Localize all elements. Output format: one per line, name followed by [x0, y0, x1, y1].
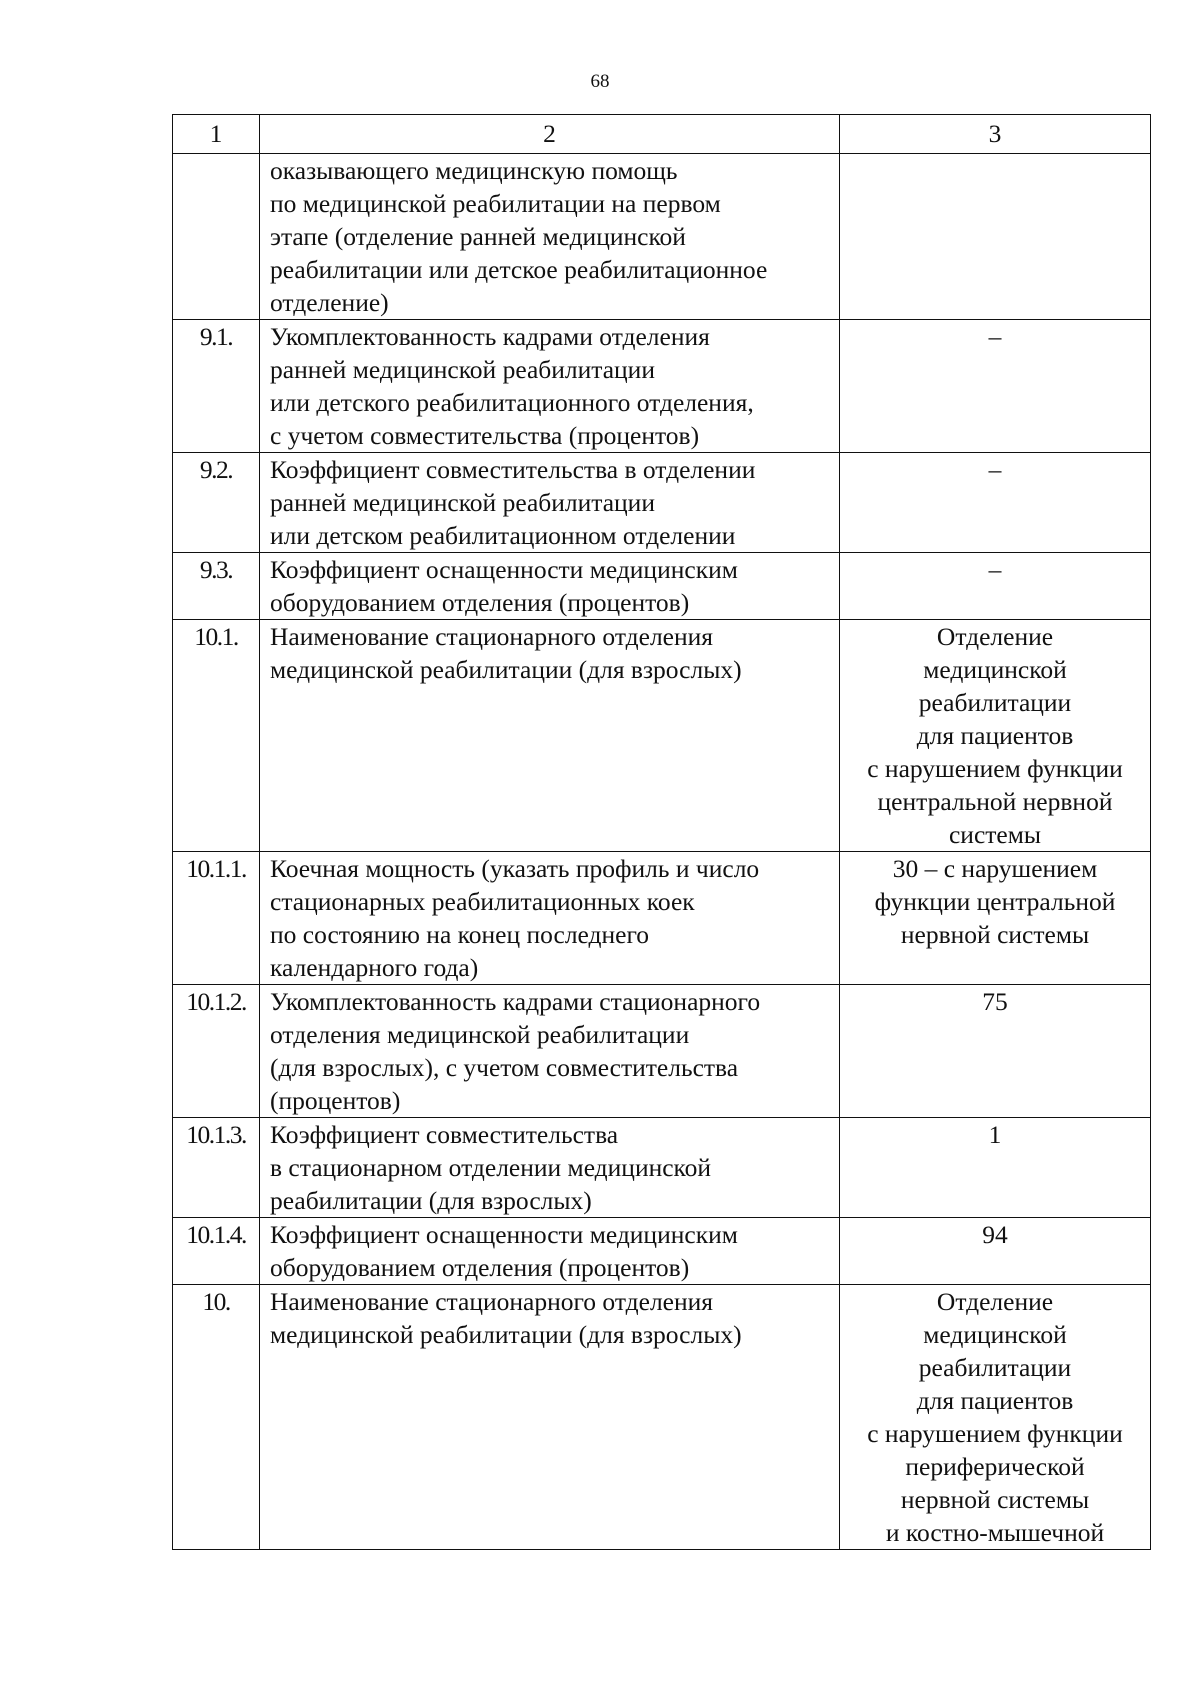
row-indicator-text: Наименование стационарного отделения медицинской реабилитации (для взрослых) — [260, 1285, 840, 1550]
row-value: – — [840, 453, 1151, 553]
row-number: 10.1.3. — [173, 1118, 260, 1218]
table-row — [173, 453, 1151, 553]
table-row — [173, 1285, 1151, 1550]
column-header-value: 3 — [840, 115, 1151, 154]
row-value: 75 — [840, 985, 1151, 1118]
row-value: 30 – с нарушением функции центральной нервной системы — [840, 852, 1151, 985]
table-header-row — [173, 115, 1151, 154]
row-number: 10.1.4. — [173, 1218, 260, 1285]
table-row — [173, 553, 1151, 620]
row-number: 10.1.2. — [173, 985, 260, 1118]
column-header-indicator: 2 — [260, 115, 840, 154]
row-value: 1 — [840, 1118, 1151, 1218]
row-indicator-text: Укомплектованность кадрами отделения ранней медицинской реабилитации или детского реабилитационного отделения, с учетом совместительства (процентов) — [260, 320, 840, 453]
row-indicator-text: Укомплектованность кадрами стационарного отделения медицинской реабилитации (для взрослых), с учетом совместительства (процентов) — [260, 985, 840, 1118]
table-row — [173, 154, 1151, 320]
row-indicator-text: Коэффициент оснащенности медицинским оборудованием отделения (процентов) — [260, 553, 840, 620]
row-number: 9.1. — [173, 320, 260, 453]
table-row — [173, 1118, 1151, 1218]
table-row — [173, 985, 1151, 1118]
page-number: 68 — [590, 71, 610, 92]
row-indicator-text: Коечная мощность (указать профиль и число стационарных реабилитационных коек по состоянию на конец последнего календарного года) — [260, 852, 840, 985]
indicators-table — [172, 114, 1151, 1550]
table-row — [173, 1218, 1151, 1285]
row-number: 9.2. — [173, 453, 260, 553]
row-indicator-text: Коэффициент совместительства в отделении ранней медицинской реабилитации или детском реабилитационном отделении — [260, 453, 840, 553]
row-value: 94 — [840, 1218, 1151, 1285]
row-value: Отделение медицинской реабилитации для пациентов с нарушением функции центральной нервной системы — [840, 620, 1151, 852]
row-number: 10. — [173, 1285, 260, 1550]
row-number — [173, 154, 260, 320]
row-value: Отделение медицинской реабилитации для пациентов с нарушением функции периферической нервной системы и костно-мышечной — [840, 1285, 1151, 1550]
row-indicator-text: оказывающего медицинскую помощь по медицинской реабилитации на первом этапе (отделение ранней медицинской реабилитации или детское реабилитационное отделение) — [260, 154, 840, 320]
table-row — [173, 852, 1151, 985]
table-row — [173, 620, 1151, 852]
row-value: – — [840, 320, 1151, 453]
row-indicator-text: Коэффициент оснащенности медицинским оборудованием отделения (процентов) — [260, 1218, 840, 1285]
table-row — [173, 320, 1151, 453]
row-number: 9.3. — [173, 553, 260, 620]
row-value — [840, 154, 1151, 320]
row-value: – — [840, 553, 1151, 620]
row-indicator-text: Наименование стационарного отделения медицинской реабилитации (для взрослых) — [260, 620, 840, 852]
row-number: 10.1.1. — [173, 852, 260, 985]
row-number: 10.1. — [173, 620, 260, 852]
row-indicator-text: Коэффициент совместительства в стационарном отделении медицинской реабилитации (для взрослых) — [260, 1118, 840, 1218]
column-header-number: 1 — [173, 115, 260, 154]
